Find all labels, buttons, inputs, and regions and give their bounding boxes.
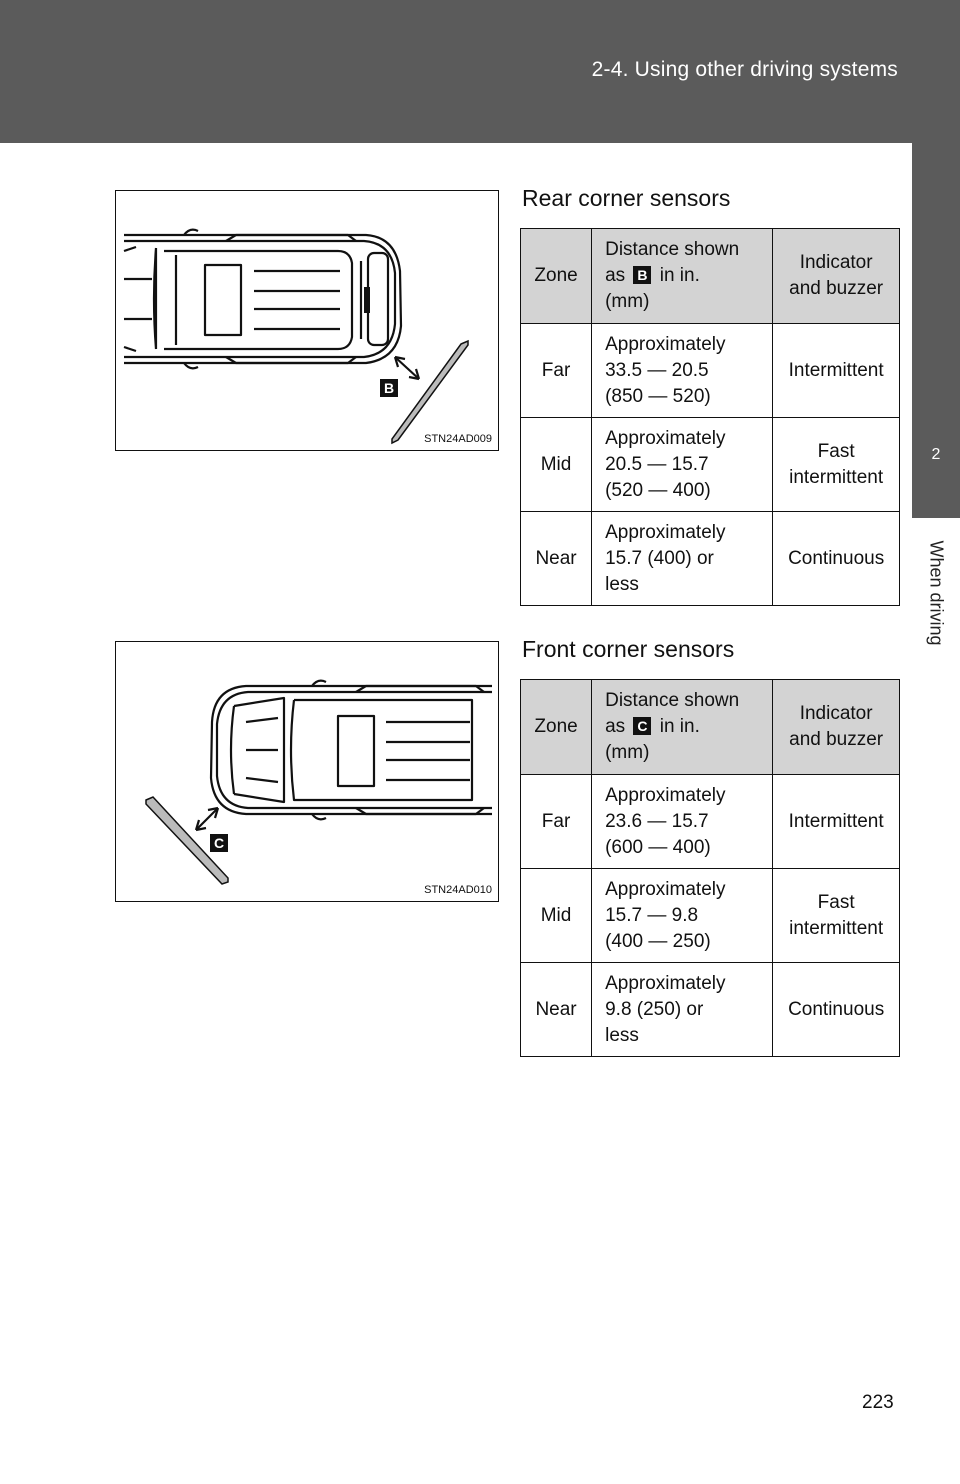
zone-cell: Far (521, 775, 592, 869)
zone-cell: Near (521, 963, 592, 1057)
col-indicator: Indicator and buzzer (773, 229, 900, 324)
indicator-cell: Intermittent (773, 775, 900, 869)
table-header-row (521, 229, 900, 324)
page-number: 223 (862, 1392, 894, 1413)
chapter-number: 2 (931, 446, 941, 463)
zone-cell: Far (521, 324, 592, 418)
indicator-cell: Fast intermittent (773, 869, 900, 963)
figure-code: STN24AD009 (424, 433, 492, 445)
rear-sensor-illustration (115, 190, 499, 451)
distance-cell: Approximately 23.6 — 15.7 (600 — 400) (592, 775, 773, 869)
rear-section-title: Rear corner sensors (522, 185, 731, 211)
indicator-cell: Intermittent (773, 324, 900, 418)
table-row (521, 963, 900, 1057)
marker-b-letter: B (383, 380, 395, 396)
table-header-row (521, 680, 900, 775)
rear-car-drawing (116, 191, 499, 451)
col-distance: Distance shown as B in in. (mm) (592, 229, 773, 324)
rear-zone-table (520, 228, 900, 606)
front-car-drawing (116, 642, 499, 902)
table-row (521, 418, 900, 512)
distance-cell: Approximately 9.8 (250) or less (592, 963, 773, 1057)
front-sensor-illustration (115, 641, 499, 902)
indicator-cell: Continuous (773, 512, 900, 606)
marker-b-inline: B (633, 266, 651, 284)
chapter-label: When driving (926, 540, 947, 646)
zone-cell: Mid (521, 418, 592, 512)
figure-code: STN24AD010 (424, 884, 492, 896)
marker-c-inline: C (633, 717, 651, 735)
col-indicator: Indicator and buzzer (773, 680, 900, 775)
col-distance: Distance shown as C in in. (mm) (592, 680, 773, 775)
distance-cell: Approximately 20.5 — 15.7 (520 — 400) (592, 418, 773, 512)
page-header (0, 0, 960, 143)
zone-cell: Mid (521, 869, 592, 963)
indicator-cell: Fast intermittent (773, 418, 900, 512)
front-zone-table (520, 679, 900, 1057)
col-zone: Zone (521, 680, 592, 775)
table-row (521, 512, 900, 606)
distance-cell: Approximately 15.7 (400) or less (592, 512, 773, 606)
marker-c-letter: C (213, 835, 225, 851)
front-section-title: Front corner sensors (522, 636, 735, 662)
zone-cell: Near (521, 512, 592, 606)
col-zone: Zone (521, 229, 592, 324)
section-breadcrumb: 2-4. Using other driving systems (591, 58, 898, 81)
table-row (521, 775, 900, 869)
indicator-cell: Continuous (773, 963, 900, 1057)
distance-cell: Approximately 15.7 — 9.8 (400 — 250) (592, 869, 773, 963)
table-row (521, 869, 900, 963)
distance-cell: Approximately 33.5 — 20.5 (850 — 520) (592, 324, 773, 418)
table-row (521, 324, 900, 418)
